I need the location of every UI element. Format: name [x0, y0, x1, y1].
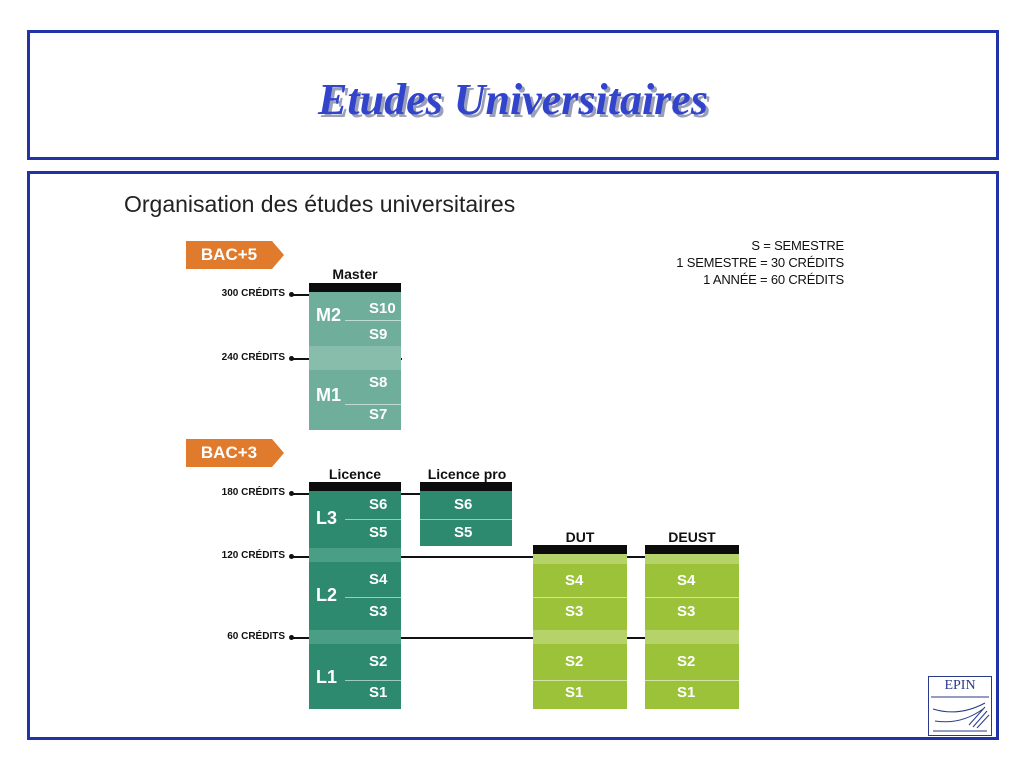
dut-separator-1	[533, 597, 627, 598]
deust-heading: DEUST	[668, 529, 716, 545]
credit-label-180: 180 CRÉDITS	[221, 487, 285, 498]
semester-s8: S8	[369, 374, 388, 391]
dut-heading: DUT	[565, 529, 595, 545]
year-label-m2: M2	[316, 305, 342, 325]
bac3-label: BAC+3	[200, 443, 258, 462]
dut-transition-60	[533, 630, 627, 644]
semester-lp-s6: S6	[454, 496, 473, 513]
semester-l-s2: S2	[369, 653, 388, 670]
epin-logo	[928, 676, 992, 736]
semester-l-s1: S1	[369, 684, 388, 701]
master-heading: Master	[332, 266, 378, 282]
deust-separator-1	[645, 597, 739, 598]
credit-label-240: 240 CRÉDITS	[221, 352, 285, 363]
semester-deust-s2: S2	[677, 653, 696, 670]
deust-separator-2	[645, 680, 739, 681]
credit-line-300	[292, 294, 310, 296]
semester-l-s3: S3	[369, 603, 388, 620]
title-frame	[27, 30, 999, 160]
credit-label-60: 60 CRÉDITS	[227, 631, 285, 642]
licence-separator-l2	[345, 597, 401, 598]
epin-logo-text: EPIN	[944, 678, 976, 693]
deust-transition-120	[645, 554, 739, 564]
semester-s7: S7	[369, 406, 388, 423]
semester-deust-s1: S1	[677, 684, 696, 701]
licence-transition-60	[309, 630, 401, 644]
master-top-bar	[309, 283, 401, 292]
legend-line-3: 1 ANNÉE = 60 CRÉDITS	[703, 272, 844, 287]
semester-dut-s4: S4	[565, 572, 584, 589]
year-label-m1: M1	[316, 385, 342, 405]
slide-title: Etudes Universitaires	[318, 75, 708, 124]
semester-lp-s5: S5	[454, 524, 473, 541]
bac3-arrow	[186, 439, 284, 467]
semester-deust-s3: S3	[677, 603, 696, 620]
year-label-l2: L2	[316, 585, 338, 605]
semester-l-s6: S6	[369, 496, 388, 513]
licence-transition-120	[309, 548, 401, 562]
year-label-l3: L3	[316, 508, 338, 528]
licence-pro-top-bar	[420, 482, 512, 491]
licence-pro-heading: Licence pro	[427, 466, 507, 482]
legend-line-2: 1 SEMESTRE = 30 CRÉDITS	[676, 255, 844, 270]
bac5-label: BAC+5	[200, 245, 258, 264]
credit-label-120: 120 CRÉDITS	[221, 550, 285, 561]
content-frame	[27, 171, 999, 740]
dut-transition-120	[533, 554, 627, 564]
licence-separator-l1	[345, 680, 401, 681]
semester-dut-s1: S1	[565, 684, 584, 701]
licence-pro-separator	[420, 519, 512, 520]
semester-dut-s2: S2	[565, 653, 584, 670]
year-label-l1: L1	[316, 667, 338, 687]
master-separator-m2	[345, 320, 401, 321]
credit-label-300: 300 CRÉDITS	[221, 288, 285, 299]
semester-l-s4: S4	[369, 571, 388, 588]
licence-separator-l3	[345, 519, 401, 520]
licence-top-bar	[309, 482, 401, 491]
licence-heading: Licence	[328, 466, 382, 482]
semester-dut-s3: S3	[565, 603, 584, 620]
diagram-subtitle: Organisation des études universitaires	[124, 191, 516, 217]
deust-top-bar	[645, 545, 739, 554]
semester-s9: S9	[369, 326, 388, 343]
semester-deust-s4: S4	[677, 572, 696, 589]
dut-separator-2	[533, 680, 627, 681]
master-separator-m1	[345, 404, 401, 405]
epin-logo-graphic	[929, 695, 991, 735]
semester-s10: S10	[369, 300, 396, 317]
deust-transition-60	[645, 630, 739, 644]
bac5-arrow	[186, 241, 284, 269]
master-transition	[309, 346, 401, 370]
semester-l-s5: S5	[369, 524, 388, 541]
legend-line-1: S = SEMESTRE	[751, 238, 844, 253]
dut-top-bar	[533, 545, 627, 554]
